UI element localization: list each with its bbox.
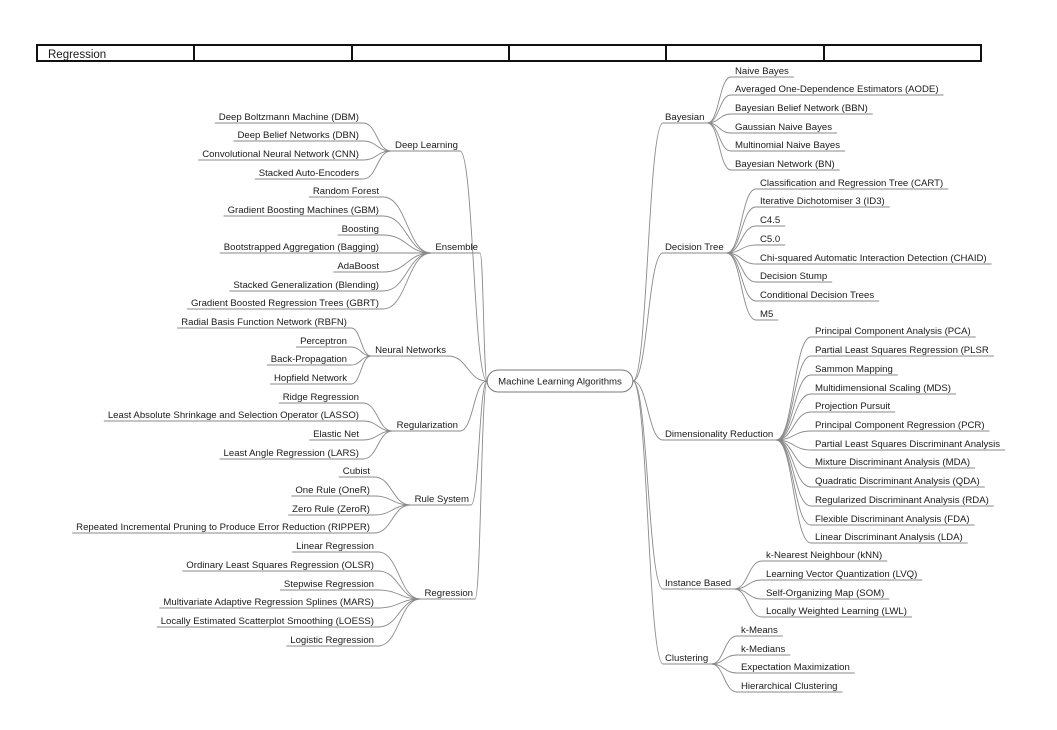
leaf-connector — [776, 440, 811, 525]
leaf-elastic-net: Elastic Net — [313, 429, 359, 440]
leaf-connector — [383, 253, 431, 291]
leaf-boosting: Boosting — [341, 224, 379, 235]
leaf-connector — [727, 253, 756, 301]
leaf-connector — [727, 189, 756, 253]
leaf-sammon-mapping: Sammon Mapping — [815, 364, 893, 375]
leaf-learning-vector-quantization-lvq: Learning Vector Quantization (LVQ) — [766, 569, 918, 580]
leaf-partial-least-squares-discriminant-analysis: Partial Least Squares Discriminant Analysis — [815, 439, 1001, 450]
leaf-least-angle-regression-lars: Least Angle Regression (LARS) — [223, 448, 359, 459]
leaf-connector — [383, 253, 431, 309]
leaf-flexible-discriminant-analysis-fda: Flexible Discriminant Analysis (FDA) — [815, 514, 970, 525]
leaf-ridge-regression: Ridge Regression — [282, 392, 359, 403]
leaf-connector — [383, 235, 431, 253]
leaf-principal-component-analysis-pca: Principal Component Analysis (PCA) — [815, 326, 971, 337]
branch-neural-networks-label: Neural Networks — [375, 345, 446, 356]
branch-neural-networks-connector — [448, 356, 487, 381]
leaf-c4-5: C4.5 — [760, 215, 781, 226]
leaf-adaboost: AdaBoost — [337, 261, 379, 272]
leaf-naive-bayes: Naive Bayes — [735, 66, 789, 77]
branch-deep-learning-connector — [460, 151, 487, 381]
mindmap-nodes — [72, 66, 1005, 692]
leaf-perceptron: Perceptron — [300, 336, 347, 347]
branch-rule-system-label: Rule System — [414, 494, 469, 505]
branch-deep-learning-label: Deep Learning — [395, 140, 458, 151]
leaf-conditional-decision-trees: Conditional Decision Trees — [760, 290, 875, 301]
leaf-connector — [374, 505, 411, 533]
leaf-bayesian-belief-network-bbn: Bayesian Belief Network (BBN) — [735, 103, 868, 114]
leaf-decision-stump: Decision Stump — [760, 271, 828, 282]
leaf-hopfield-network: Hopfield Network — [273, 373, 347, 384]
leaf-zero-rule-zeror: Zero Rule (ZeroR) — [292, 504, 370, 515]
leaf-connector — [363, 141, 391, 151]
leaf-one-rule-oner: One Rule (OneR) — [295, 485, 370, 496]
leaf-self-organizing-map-som: Self-Organizing Map (SOM) — [766, 588, 885, 599]
leaf-connector — [776, 375, 811, 440]
leaf-stacked-auto-encoders: Stacked Auto-Encoders — [258, 168, 359, 179]
leaf-k-medians: k-Medians — [741, 644, 786, 655]
leaf-connector — [383, 197, 431, 253]
leaf-mixture-discriminant-analysis-mda: Mixture Discriminant Analysis (MDA) — [815, 457, 971, 468]
leaf-classification-and-regression-tree-cart: Classification and Regression Tree (CART) — [760, 178, 944, 189]
leaf-k-means: k-Means — [741, 625, 778, 636]
leaf-connector — [776, 394, 811, 440]
leaf-connector — [734, 589, 762, 617]
leaf-deep-belief-networks-dbn: Deep Belief Networks (DBN) — [237, 130, 359, 141]
leaf-stacked-generalization-blending: Stacked Generalization (Blending) — [233, 280, 379, 291]
leaf-ordinary-least-squares-regression-olsr: Ordinary Least Squares Regression (OLSR) — [186, 560, 374, 571]
leaf-c5-0: C5.0 — [760, 234, 781, 245]
leaf-expectation-maximization: Expectation Maximization — [741, 662, 850, 673]
branch-bayesian-connector — [633, 123, 663, 381]
leaf-radial-basis-function-network-rbfn: Radial Basis Function Network (RBFN) — [181, 317, 347, 328]
leaf-cubist: Cubist — [342, 466, 370, 477]
leaf-connector — [707, 123, 731, 170]
leaf-gradient-boosted-regression-trees-gbrt: Gradient Boosted Regression Trees (GBRT) — [190, 298, 379, 309]
leaf-logistic-regression: Logistic Regression — [290, 635, 374, 646]
leaf-gaussian-naive-bayes: Gaussian Naive Bayes — [735, 122, 833, 133]
branch-bayesian-label: Bayesian — [665, 112, 705, 123]
leaf-connector — [776, 440, 811, 543]
leaf-back-propagation: Back-Propagation — [270, 354, 347, 365]
leaf-connector — [363, 123, 391, 151]
branch-clustering-label: Clustering — [665, 653, 709, 664]
branch-regularization-label: Regularization — [396, 420, 458, 431]
leaf-connector — [727, 207, 756, 253]
leaf-convolutional-neural-network-cnn: Convolutional Neural Network (CNN) — [202, 149, 359, 160]
branch-decision-tree-label: Decision Tree — [665, 242, 724, 253]
leaf-locally-estimated-scatterplot-smoothing-loess: Locally Estimated Scatterplot Smoothing (LOESS) — [160, 616, 374, 627]
leaf-linear-regression: Linear Regression — [296, 541, 374, 552]
leaf-connector — [363, 403, 393, 431]
leaf-connector — [378, 552, 420, 599]
leaf-iterative-dichotomiser-3-id3: Iterative Dichotomiser 3 (ID3) — [760, 196, 885, 207]
branch-regression-label: Regression — [424, 588, 473, 599]
leaf-connector — [707, 77, 731, 123]
leaf-averaged-one-dependence-estimators-aode: Averaged One-Dependence Estimators (AODE) — [735, 84, 939, 95]
branch-ensemble-label: Ensemble — [435, 242, 478, 253]
leaf-bayesian-network-bn: Bayesian Network (BN) — [735, 159, 835, 170]
leaf-multinomial-naive-bayes: Multinomial Naive Bayes — [735, 140, 841, 151]
leaf-quadratic-discriminant-analysis-qda: Quadratic Discriminant Analysis (QDA) — [815, 476, 980, 487]
leaf-connector — [374, 505, 411, 515]
leaf-connector — [776, 356, 811, 440]
leaf-connector — [776, 337, 811, 440]
leaf-projection-pursuit: Projection Pursuit — [815, 401, 891, 412]
leaf-k-nearest-neighbour-knn: k-Nearest Neighbour (kNN) — [766, 550, 883, 561]
leaf-connector — [363, 421, 393, 431]
leaf-gradient-boosting-machines-gbm: Gradient Boosting Machines (GBM) — [227, 205, 379, 216]
leaf-partial-least-squares-regression-plsr: Partial Least Squares Regression (PLSR — [815, 345, 989, 356]
leaf-connector — [383, 253, 431, 272]
leaf-connector — [776, 440, 811, 487]
root-node-label: Machine Learning Algorithms — [498, 376, 622, 388]
leaf-hierarchical-clustering: Hierarchical Clustering — [741, 681, 838, 692]
branch-clustering-connector — [633, 381, 663, 664]
leaf-stepwise-regression: Stepwise Regression — [283, 579, 374, 590]
leaf-linear-discriminant-analysis-lda: Linear Discriminant Analysis (LDA) — [815, 532, 963, 543]
leaf-regularized-discriminant-analysis-rda: Regularized Discriminant Analysis (RDA) — [815, 495, 989, 506]
leaf-principal-component-regression-pcr: Principal Component Regression (PCR) — [815, 420, 985, 431]
leaf-bootstrapped-aggregation-bagging: Bootstrapped Aggregation (Bagging) — [223, 242, 379, 253]
leaf-chi-squared-automatic-interaction-detection-chaid: Chi-squared Automatic Interaction Detection (CHAID) — [760, 253, 987, 264]
leaf-multivariate-adaptive-regression-splines-mars: Multivariate Adaptive Regression Splines (MARS) — [163, 597, 374, 608]
leaf-repeated-incremental-pruning-to-produce-error-reduction-ripper: Repeated Incremental Pruning to Produce Error Reduction (RIPPER) — [76, 522, 370, 533]
leaf-least-absolute-shrinkage-and-selection-operator-lasso: Least Absolute Shrinkage and Selection Operator (LASSO) — [107, 410, 359, 421]
branch-decision-tree-connector — [633, 253, 663, 381]
leaf-multidimensional-scaling-mds: Multidimensional Scaling (MDS) — [815, 383, 951, 394]
header-cell: Regression — [38, 46, 195, 60]
leaf-deep-boltzmann-machine-dbm: Deep Boltzmann Machine (DBM) — [218, 112, 359, 123]
leaf-connector — [734, 589, 762, 599]
leaf-connector — [383, 216, 431, 253]
leaf-random-forest: Random Forest — [312, 186, 379, 197]
leaf-connector — [378, 599, 420, 646]
leaf-m5: M5 — [760, 309, 774, 320]
leaf-locally-weighted-learning-lwl: Locally Weighted Learning (LWL) — [766, 606, 907, 617]
branch-instance-based-label: Instance Based — [665, 578, 732, 589]
branch-dimensionality-reduction-label: Dimensionality Reduction — [665, 429, 774, 440]
